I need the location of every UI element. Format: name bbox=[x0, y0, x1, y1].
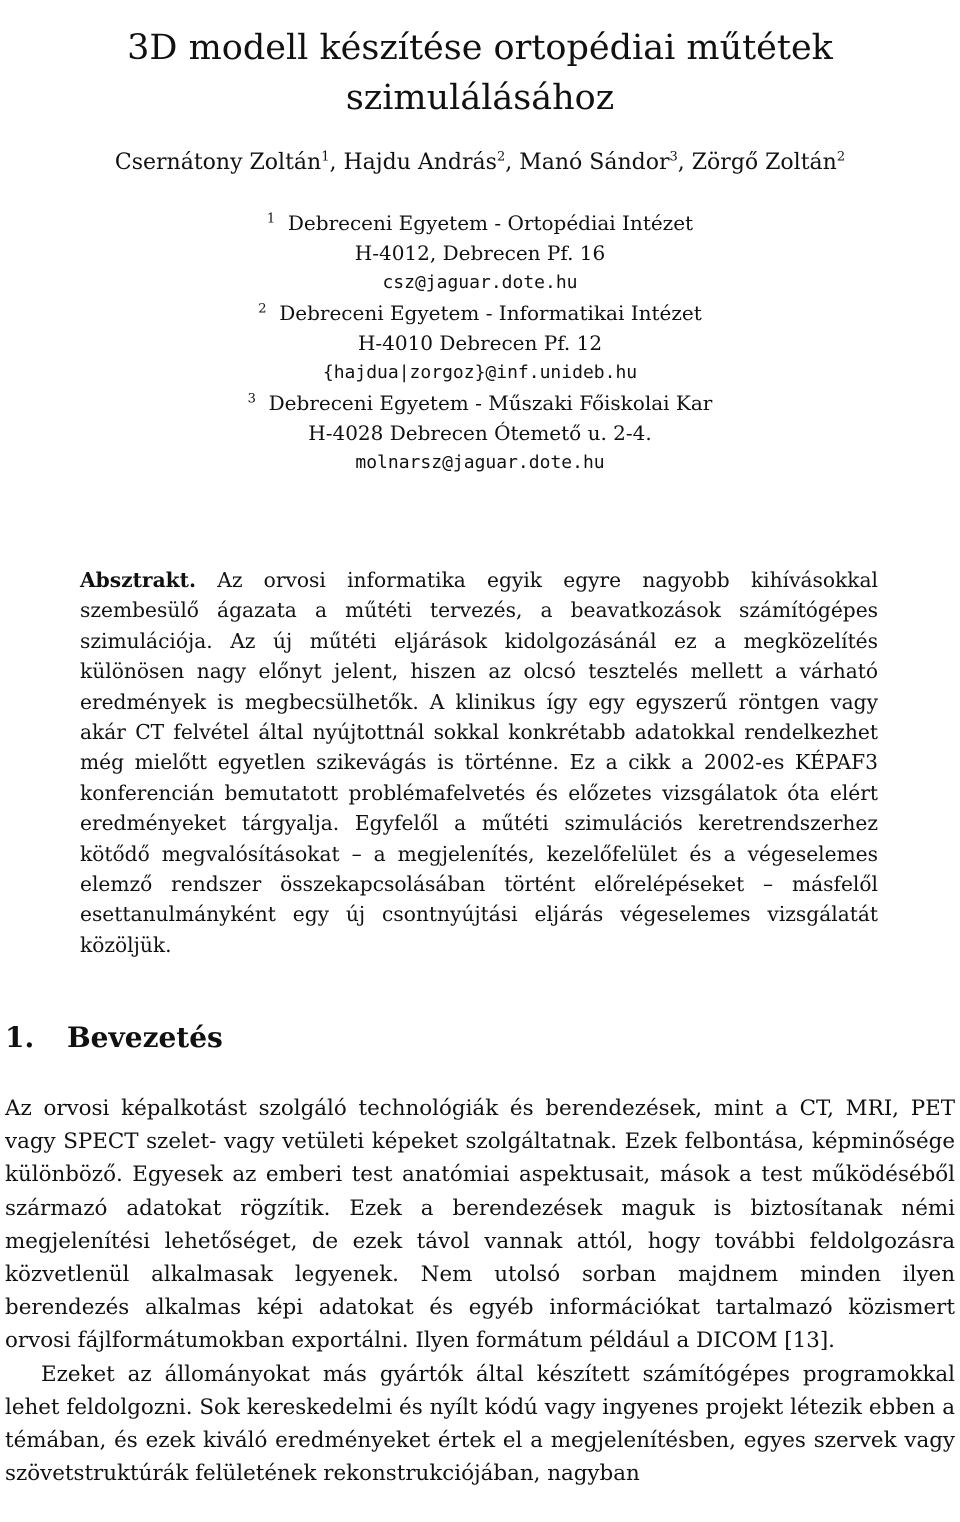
affiliation-email: {hajdua|zorgoz}@inf.unideb.hu bbox=[322, 362, 638, 383]
affiliation-address: H-4010 Debrecen Pf. 12 bbox=[357, 331, 603, 355]
section-body bbox=[5, 1092, 955, 1490]
affiliation-institution: $^1$ Debreceni Egyetem - Ortopédiai Intézet bbox=[266, 211, 694, 235]
affiliation-address: H-4028 Debrecen Ótemető u. 2-4. bbox=[308, 421, 652, 445]
section-number: 1. bbox=[5, 1021, 35, 1054]
affiliation-email: csz@jaguar.dote.hu bbox=[382, 272, 578, 293]
affiliation-institution: $^2$ Debreceni Egyetem - Informatikai Intézet bbox=[258, 301, 702, 325]
paragraph: Ezeket az állományokat más gyártók által készített számítógépes programokkal lehet feldolgozni. Sok kereskedelmi és nyílt kódú vagy ingyenes projekt létezik ebben a témában, és ezek kiváló eredményeket értek el a megjelenítésben, egyes szervek vagy szövetstruktúrák felületének rekonstrukciójában, nagyban bbox=[5, 1361, 955, 1487]
paragraph: Az orvosi képalkotást szolgáló technológiák és berendezések, mint a CT, MRI, PET vagy SPECT szelet- vagy vetületi képeket szolgáltatnak. Ezek felbontása, képminősége különböző. Egyesek az emberi test anatómiai aspektusait, mások a test működéséből származó adatokat rögzítik. Ezek a berendezések maguk is biztosítanak némi megjelenítési lehetőséget, de ezek távol vannak attól, hogy további feldolgozásra közvetlenül alkalmasak legyenek. Nem utolsó sorban majdnem minden ilyen berendezés alkalmas képi adatokat és egyéb információkat tartalmazó közismert orvosi fájlformátumokban exportálni. Ilyen formátum például a DICOM [13]. bbox=[5, 1096, 955, 1354]
affiliations bbox=[0, 208, 960, 478]
author: Csernátony Zoltán$^1$ bbox=[114, 149, 330, 175]
section-title: Bevezetés bbox=[67, 1021, 223, 1054]
abstract-text: Az orvosi informatika egyik egyre nagyobb kihívásokkal szembesülő ágazata a műtéti tervezés, a beavatkozások számítógépes szimulációja. Az új műtéti eljárások kidolgozásánál ez a megközelítés különösen nagy előnyt jelent, hiszen az olcsó tesztelés mellett a várható eredmények is megbecsülhetők. A klinikus így egy egyszerű röntgen vagy akár CT felvétel által nyújtottnál sokkal konkrétabb adatokkal rendelkezhet még mielőtt egyetlen szikevágás is történne. Ez a cikk a 2002-es KÉPAF3 konferencián bemutatott problémafelvetés és előzetes vizsgálatok óta elért eredményeket tárgyalja. Egyfelől a műtéti szimulációs keretrendszerhez kötődő megvalósításokat – a megjelenítés, kezelőfelület és a végeselemes elemző rendszer összekapcsolásában történt előrelépéseket – másfelől esettanulmányként egy új csontnyújtási eljárás végeselemes vizsgálatát közöljük. bbox=[80, 568, 878, 957]
author-list: Csernátony Zoltán$^1$, Hajdu András$^2$, Manó Sándor$^3$, Zörgő Zoltán$^2$ bbox=[114, 149, 846, 175]
paper-title: 3D modell készítése ortopédiai műtétek szimulálásához bbox=[127, 28, 833, 119]
affiliation-address: H-4012, Debrecen Pf. 16 bbox=[354, 241, 606, 265]
author: Zörgő Zoltán$^2$ bbox=[691, 149, 846, 175]
author: Hajdu András$^2$ bbox=[343, 149, 506, 175]
affiliation-institution: $^3$ Debreceni Egyetem - Műszaki Főiskolai Kar bbox=[247, 391, 713, 415]
affiliation-email: molnarsz@jaguar.dote.hu bbox=[355, 452, 605, 473]
abstract-label: Absztrakt. bbox=[80, 568, 196, 592]
abstract bbox=[80, 565, 878, 960]
section-heading bbox=[5, 1018, 223, 1058]
author: Manó Sándor$^3$ bbox=[519, 149, 678, 175]
